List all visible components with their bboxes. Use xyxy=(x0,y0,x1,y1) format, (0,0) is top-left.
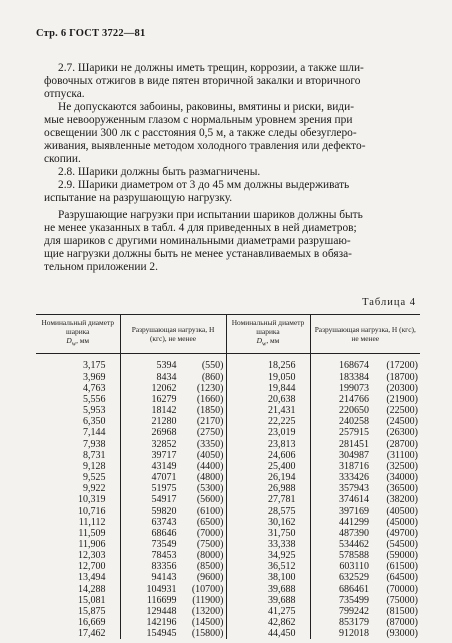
diameter-cell: 44,450 xyxy=(226,628,310,639)
load-cell xyxy=(120,572,226,583)
load-cell xyxy=(120,539,226,550)
load-kgf: (40500) xyxy=(386,505,418,517)
load-newtons: 318716 xyxy=(339,460,369,472)
load-newtons: 534462 xyxy=(339,538,369,550)
table-row xyxy=(36,528,420,539)
load-cell xyxy=(310,539,420,550)
load-kgf: (93000) xyxy=(386,628,418,640)
load-kgf: (54500) xyxy=(386,538,418,550)
diameter-cell: 42,862 xyxy=(226,617,310,628)
diameter-cell: 19,844 xyxy=(226,383,310,394)
load-kgf: (18700) xyxy=(386,371,418,383)
load-cell xyxy=(120,506,226,517)
load-kgf: (15800) xyxy=(191,628,224,640)
diameter-cell: 27,781 xyxy=(226,494,310,505)
diameter-cell: 26,194 xyxy=(226,472,310,483)
diameter-cell: 8,731 xyxy=(83,449,106,461)
text-line: мые невооруженным глазом с нормальным уровнем зрения при xyxy=(44,114,353,126)
table-row xyxy=(36,617,420,628)
load-newtons: 333426 xyxy=(339,472,369,484)
table-row xyxy=(36,472,420,483)
text-line: освещении 300 лк с расстояния 0,5 м, а также следы обезуглеро- xyxy=(44,127,357,139)
load-cell xyxy=(120,427,226,438)
load-cell xyxy=(120,450,226,461)
load-newtons: 168674 xyxy=(339,360,369,372)
load-kgf: (70000) xyxy=(386,583,418,595)
table-row xyxy=(36,354,420,372)
text-line: испытание на разрушающую нагрузку. xyxy=(44,192,233,204)
load-kgf: (4400) xyxy=(196,460,224,472)
load-newtons: 43149 xyxy=(151,460,177,472)
load-newtons: 104931 xyxy=(146,583,177,595)
load-cell xyxy=(310,439,420,450)
header-load: Разрушающая нагрузка, Н (кгс), не менее xyxy=(310,315,420,354)
text-line: Разрушающие нагрузки при испытании шариков должны быть xyxy=(58,209,363,221)
load-newtons: 281451 xyxy=(339,438,369,450)
diameter-cell: 34,925 xyxy=(226,550,310,561)
diameter-cell: 7,938 xyxy=(83,438,106,450)
load-cell xyxy=(120,528,226,539)
load-kgf: (5600) xyxy=(196,494,224,506)
load-kgf: (22500) xyxy=(386,405,418,417)
load-newtons: 441299 xyxy=(339,516,369,528)
load-cell xyxy=(120,383,226,394)
diameter-cell: 33,338 xyxy=(226,539,310,550)
load-table xyxy=(36,314,420,639)
load-cell xyxy=(310,383,420,394)
load-cell xyxy=(310,461,420,472)
diameter-cell: 18,256 xyxy=(226,354,310,372)
diameter-cell: 10,319 xyxy=(78,494,106,506)
load-newtons: 18142 xyxy=(151,405,177,417)
paragraph-2-7 xyxy=(44,62,422,101)
load-cell xyxy=(120,561,226,572)
diameter-cell: 3,175 xyxy=(83,360,106,372)
load-kgf: (6500) xyxy=(196,516,224,528)
diameter-cell: 13,494 xyxy=(78,572,106,584)
load-newtons: 39717 xyxy=(151,449,177,461)
diameter-cell: 4,763 xyxy=(83,382,106,394)
diameter-cell: 36,512 xyxy=(226,561,310,572)
load-kgf: (5300) xyxy=(196,483,224,495)
diameter-cell: 11,509 xyxy=(78,527,106,539)
load-kgf: (26300) xyxy=(386,427,418,439)
load-kgf: (64500) xyxy=(386,572,418,584)
load-kgf: (28700) xyxy=(386,438,418,450)
diameter-cell: 20,638 xyxy=(226,394,310,405)
load-kgf: (10700) xyxy=(191,583,224,595)
load-newtons: 199073 xyxy=(339,382,369,394)
load-newtons: 154945 xyxy=(146,628,177,640)
text-line: 2.8. Шарики должны быть размагничены. xyxy=(58,166,261,178)
load-newtons: 686461 xyxy=(339,583,369,595)
table-row xyxy=(36,450,420,461)
load-kgf: (45000) xyxy=(386,516,418,528)
load-cell xyxy=(120,439,226,450)
load-newtons: 26968 xyxy=(151,427,177,439)
load-newtons: 32852 xyxy=(151,438,177,450)
load-cell xyxy=(120,405,226,416)
load-newtons: 220650 xyxy=(339,405,369,417)
load-cell xyxy=(310,483,420,494)
table-row xyxy=(36,506,420,517)
load-newtons: 68646 xyxy=(151,527,177,539)
load-newtons: 397169 xyxy=(339,505,369,517)
table-row xyxy=(36,405,420,416)
load-cell xyxy=(120,483,226,494)
load-kgf: (13200) xyxy=(191,605,224,617)
load-newtons: 374614 xyxy=(339,494,369,506)
load-kgf: (9600) xyxy=(196,572,224,584)
load-newtons: 257915 xyxy=(339,427,369,439)
load-kgf: (61500) xyxy=(386,561,418,573)
text-line: щие нагрузки должны быть не менее устанавливаемых в обяза- xyxy=(44,248,352,260)
load-newtons: 142196 xyxy=(146,617,177,629)
table-row xyxy=(36,394,420,405)
diameter-cell: 26,988 xyxy=(226,483,310,494)
load-newtons: 78453 xyxy=(151,550,177,562)
load-cell xyxy=(310,494,420,505)
table-row xyxy=(36,606,420,617)
load-newtons: 47071 xyxy=(151,472,177,484)
text-line: для шариков с другими номинальными диаметрами разрушаю- xyxy=(44,235,351,247)
diameter-cell: 9,128 xyxy=(83,460,106,472)
diameter-cell: 25,400 xyxy=(226,461,310,472)
load-cell xyxy=(310,628,420,639)
load-kgf: (59000) xyxy=(386,550,418,562)
load-cell xyxy=(310,550,420,561)
load-kgf: (860) xyxy=(201,371,224,383)
load-kgf: (87000) xyxy=(386,617,418,629)
load-kgf: (8000) xyxy=(196,550,224,562)
load-cell xyxy=(310,427,420,438)
load-kgf: (2750) xyxy=(196,427,224,439)
diameter-cell: 9,922 xyxy=(83,483,106,495)
diameter-cell: 41,275 xyxy=(226,606,310,617)
load-kgf: (4800) xyxy=(196,472,224,484)
load-cell xyxy=(120,606,226,617)
load-kgf: (24500) xyxy=(386,416,418,428)
load-kgf: (6100) xyxy=(196,505,224,517)
load-cell xyxy=(120,372,226,383)
load-cell xyxy=(120,461,226,472)
diameter-cell: 28,575 xyxy=(226,506,310,517)
diameter-cell: 11,906 xyxy=(78,538,106,550)
diameter-cell: 5,556 xyxy=(83,393,106,405)
load-kgf: (20300) xyxy=(386,382,418,394)
load-newtons: 799242 xyxy=(339,605,369,617)
diameter-cell: 23,813 xyxy=(226,439,310,450)
text-line: живания, выявленные методом холодного травления или дефекто- xyxy=(44,140,366,152)
load-newtons: 5394 xyxy=(156,360,177,372)
load-cell xyxy=(310,450,420,461)
diameter-cell: 6,350 xyxy=(83,416,106,428)
diameter-cell: 19,050 xyxy=(226,372,310,383)
load-cell xyxy=(310,506,420,517)
load-newtons: 183384 xyxy=(339,371,369,383)
load-cell xyxy=(120,595,226,606)
header-diameter: Номинальный диаметр шарика $D_w$, мм xyxy=(226,315,310,354)
text-line: тельном приложении 2. xyxy=(44,261,158,273)
table-row xyxy=(36,628,420,639)
load-kgf: (17200) xyxy=(386,360,418,372)
text-line: отпуска. xyxy=(44,88,85,100)
load-newtons: 603110 xyxy=(339,561,369,573)
diameter-cell: 22,225 xyxy=(226,416,310,427)
load-newtons: 912018 xyxy=(339,628,369,640)
load-newtons: 304987 xyxy=(339,449,369,461)
diameter-cell: 7,144 xyxy=(83,427,106,439)
load-kgf: (21900) xyxy=(386,393,418,405)
load-newtons: 16279 xyxy=(151,393,177,405)
load-kgf: (3350) xyxy=(196,438,224,450)
diameter-cell: 30,162 xyxy=(226,517,310,528)
diameter-cell: 31,750 xyxy=(226,528,310,539)
text-line: 2.7. Шарики не должны иметь трещин, коррозии, а также шли- xyxy=(58,62,364,74)
load-cell xyxy=(310,354,420,372)
load-newtons: 12062 xyxy=(151,382,177,394)
header-diameter: Номинальный диаметр шарика $D_w$, мм xyxy=(36,315,120,354)
text-line: Не допускаются забоины, раковины, вмятины и риски, види- xyxy=(58,101,354,113)
load-newtons: 116699 xyxy=(146,594,177,606)
load-kgf: (4050) xyxy=(196,449,224,461)
diameter-cell: 9,525 xyxy=(83,472,106,484)
load-cell xyxy=(120,394,226,405)
load-kgf: (38200) xyxy=(386,494,418,506)
load-newtons: 73549 xyxy=(151,538,177,550)
diameter-cell: 21,431 xyxy=(226,405,310,416)
load-kgf: (7000) xyxy=(196,527,224,539)
load-cell xyxy=(310,572,420,583)
load-cell xyxy=(310,372,420,383)
paragraph-2-8 xyxy=(44,166,422,179)
load-kgf: (49700) xyxy=(386,527,418,539)
load-newtons: 21280 xyxy=(151,416,177,428)
load-newtons: 214766 xyxy=(339,393,369,405)
page-header: Стр. 6 ГОСТ 3722—81 xyxy=(36,28,146,39)
diameter-cell: 39,688 xyxy=(226,595,310,606)
table-row xyxy=(36,539,420,550)
diameter-cell: 15,875 xyxy=(78,605,106,617)
table-row xyxy=(36,439,420,450)
load-newtons: 357943 xyxy=(339,483,369,495)
load-kgf: (2170) xyxy=(196,416,224,428)
diameter-cell: 3,969 xyxy=(83,371,106,383)
load-cell xyxy=(310,561,420,572)
diameter-cell: 24,606 xyxy=(226,450,310,461)
table-row xyxy=(36,584,420,595)
load-cell xyxy=(120,354,226,372)
table-row xyxy=(36,383,420,394)
load-cell xyxy=(120,584,226,595)
load-kgf: (8500) xyxy=(196,561,224,573)
load-cell xyxy=(310,405,420,416)
load-kgf: (75000) xyxy=(386,594,418,606)
diameter-cell: 14,288 xyxy=(78,583,106,595)
table-row xyxy=(36,372,420,383)
load-cell xyxy=(310,528,420,539)
diameter-cell: 5,953 xyxy=(83,405,106,417)
load-kgf: (34000) xyxy=(386,472,418,484)
text-line: не менее указанных в табл. 4 для приведенных в ней диаметров; xyxy=(44,222,357,234)
load-newtons: 83356 xyxy=(151,561,177,573)
load-cell xyxy=(310,517,420,528)
load-kgf: (550) xyxy=(201,360,224,372)
table-row xyxy=(36,494,420,505)
diameter-cell: 39,688 xyxy=(226,584,310,595)
load-newtons: 578588 xyxy=(339,550,369,562)
load-newtons: 54917 xyxy=(151,494,177,506)
text-line: 2.9. Шарики диаметром от 3 до 45 мм должны выдерживать xyxy=(58,179,350,191)
load-kgf: (11900) xyxy=(192,594,224,606)
table-caption: Таблица 4 xyxy=(362,297,416,308)
table-row xyxy=(36,517,420,528)
diameter-cell: 12,700 xyxy=(78,561,106,573)
load-kgf: (1230) xyxy=(196,382,224,394)
load-newtons: 59820 xyxy=(151,505,177,517)
load-kgf: (36500) xyxy=(386,483,418,495)
diameter-cell: 10,716 xyxy=(78,505,106,517)
paragraph-2-9 xyxy=(44,179,422,205)
load-kgf: (7500) xyxy=(196,538,224,550)
paragraph-defects xyxy=(44,101,422,166)
header-load: Разрушающая нагрузка, Н (кгс), не менее xyxy=(120,315,226,354)
load-kgf: (1850) xyxy=(196,405,224,417)
load-cell xyxy=(310,584,420,595)
load-kgf: (1660) xyxy=(196,393,224,405)
load-newtons: 853179 xyxy=(339,617,369,629)
table-row xyxy=(36,550,420,561)
load-cell xyxy=(120,617,226,628)
load-kgf: (14500) xyxy=(191,617,224,629)
load-cell xyxy=(120,517,226,528)
table-row xyxy=(36,483,420,494)
diameter-cell: 12,303 xyxy=(78,550,106,562)
diameter-cell: 15,081 xyxy=(78,594,106,606)
load-cell xyxy=(310,606,420,617)
diameter-cell: 16,669 xyxy=(78,617,106,629)
load-newtons: 487390 xyxy=(339,527,369,539)
diameter-cell: 17,462 xyxy=(78,628,106,640)
load-newtons: 8434 xyxy=(156,371,177,383)
load-cell xyxy=(120,628,226,639)
load-cell xyxy=(120,494,226,505)
table-row xyxy=(36,595,420,606)
load-kgf: (31100) xyxy=(386,449,418,461)
load-newtons: 63743 xyxy=(151,516,177,528)
load-kgf: (32500) xyxy=(386,460,418,472)
diameter-cell: 38,100 xyxy=(226,572,310,583)
text-line: скопии. xyxy=(44,153,81,165)
load-newtons: 129448 xyxy=(146,605,177,617)
table-row xyxy=(36,461,420,472)
diameter-cell: 23,019 xyxy=(226,427,310,438)
load-newtons: 632529 xyxy=(339,572,369,584)
table-row xyxy=(36,572,420,583)
load-cell xyxy=(120,416,226,427)
load-cell xyxy=(120,472,226,483)
load-cell xyxy=(310,472,420,483)
load-cell xyxy=(310,617,420,628)
load-newtons: 240258 xyxy=(339,416,369,428)
table-row xyxy=(36,427,420,438)
load-newtons: 94143 xyxy=(151,572,177,584)
load-cell xyxy=(310,394,420,405)
load-cell xyxy=(310,416,420,427)
load-newtons: 735499 xyxy=(339,594,369,606)
load-kgf: (81500) xyxy=(386,605,418,617)
load-newtons: 51975 xyxy=(151,483,177,495)
paragraph-loads xyxy=(44,209,422,274)
load-cell xyxy=(310,595,420,606)
diameter-cell: 11,112 xyxy=(78,516,106,528)
load-cell xyxy=(120,550,226,561)
table-row xyxy=(36,561,420,572)
table-row xyxy=(36,416,420,427)
text-line: фовочных отжигов в виде пятен вторичной закалки и вторичного xyxy=(44,75,361,87)
